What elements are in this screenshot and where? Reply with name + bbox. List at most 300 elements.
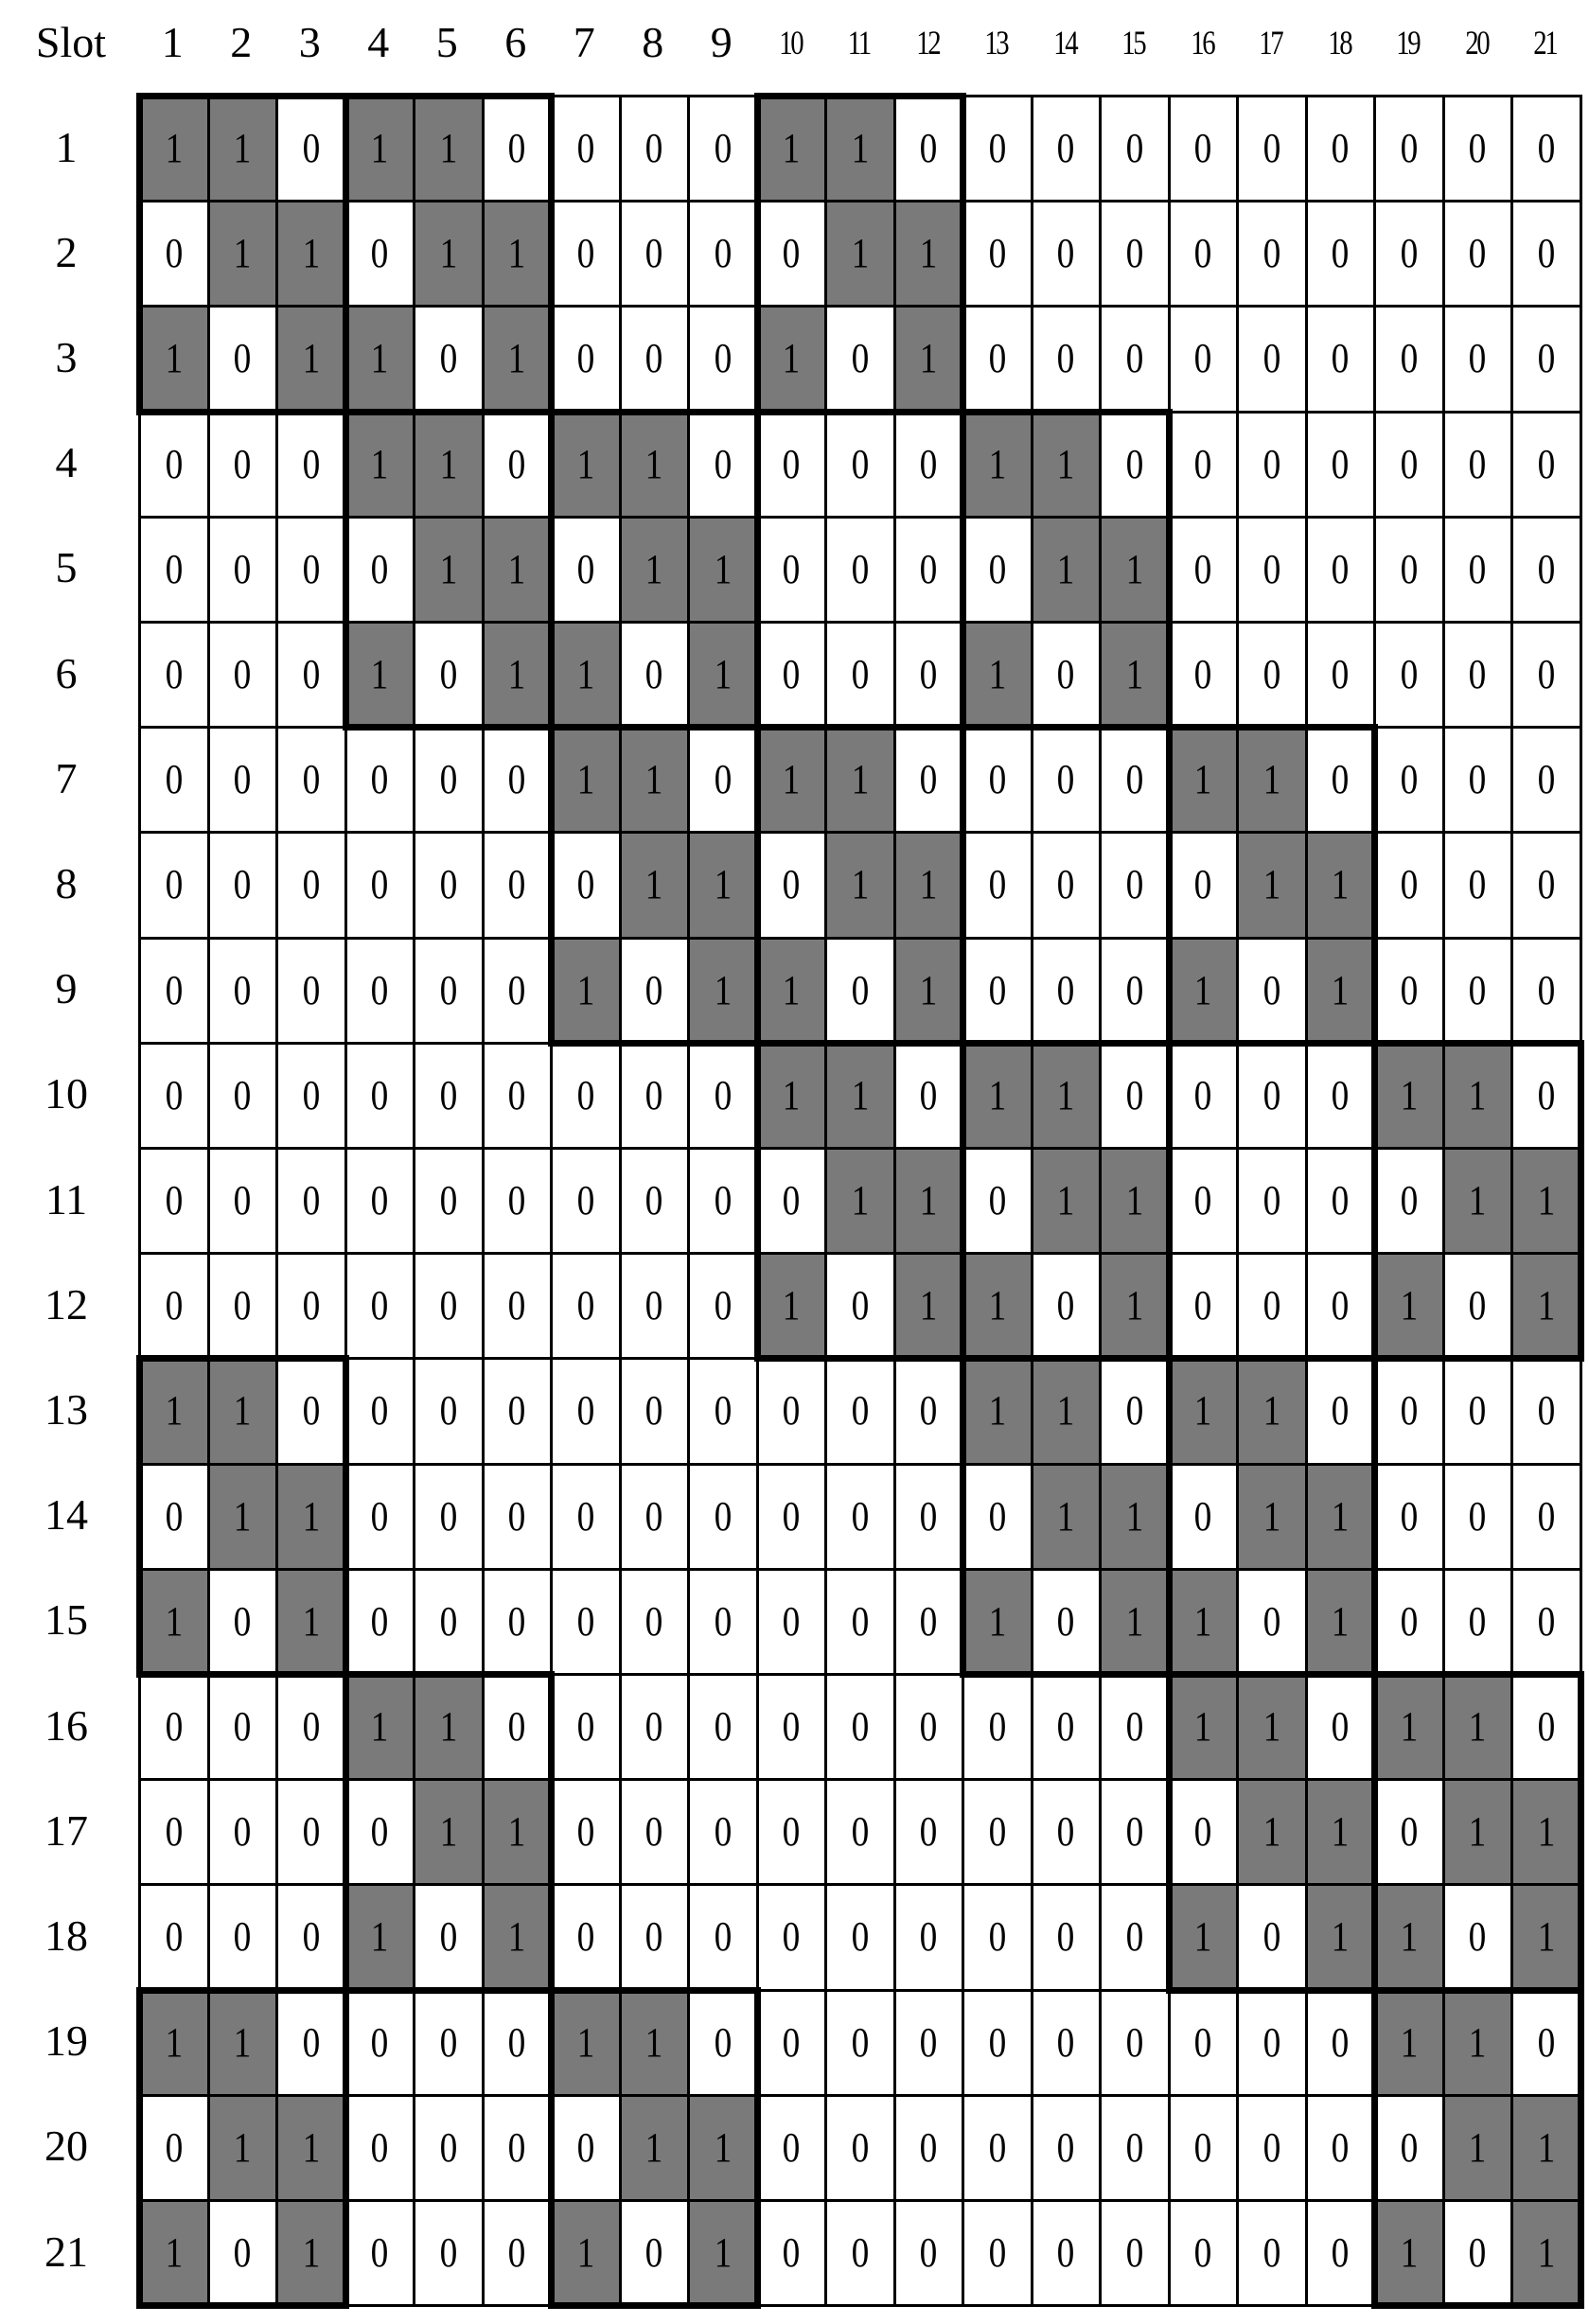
matrix-cell — [413, 1568, 485, 1676]
matrix-cell — [1305, 831, 1377, 939]
row-header: 6 — [55, 648, 78, 697]
matrix-cell — [962, 621, 1033, 729]
matrix-cell — [1442, 1778, 1514, 1886]
matrix-cell — [138, 1989, 210, 2097]
cell-value: 0 — [370, 1492, 389, 1540]
matrix-cell — [344, 1357, 416, 1465]
matrix-cell — [893, 1989, 965, 2097]
matrix-cell — [138, 1568, 210, 1676]
matrix-cell — [550, 516, 622, 624]
matrix-cell — [962, 2199, 1033, 2307]
cell-value: 1 — [1400, 1282, 1419, 1329]
matrix-cell — [1236, 1357, 1308, 1465]
cell-value: 0 — [1056, 651, 1075, 698]
matrix-cell — [1236, 937, 1308, 1045]
matrix-cell — [619, 1673, 691, 1781]
matrix-cell — [962, 831, 1033, 939]
matrix-cell — [1510, 1463, 1582, 1571]
matrix-cell — [138, 1673, 210, 1781]
cell-value: 0 — [644, 125, 663, 172]
cell-value: 0 — [233, 2229, 252, 2277]
matrix-cell — [962, 726, 1033, 834]
cell-value: 0 — [1400, 230, 1419, 277]
cell-value: 0 — [1331, 230, 1350, 277]
matrix-cell — [482, 1883, 554, 1991]
matrix-cell — [207, 95, 279, 202]
matrix-cell — [1305, 1147, 1377, 1255]
matrix-cell — [1168, 1568, 1240, 1676]
cell-value: 0 — [1331, 1282, 1350, 1329]
cell-value: 0 — [507, 1387, 526, 1435]
matrix-cell — [756, 1778, 828, 1886]
matrix-cell — [207, 516, 279, 624]
cell-value: 1 — [1468, 1703, 1487, 1751]
cell-value: 1 — [1125, 1282, 1144, 1329]
column-header: 6 — [504, 18, 527, 66]
cell-value: 0 — [1400, 2123, 1419, 2171]
cell-value: 0 — [1125, 335, 1144, 382]
cell-value: 1 — [1537, 1282, 1556, 1329]
matrix-cell — [687, 1357, 759, 1465]
column-header: 14 — [1052, 24, 1076, 62]
matrix-cell — [275, 95, 347, 202]
cell-value: 0 — [1400, 1808, 1419, 1856]
matrix-cell — [619, 831, 691, 939]
matrix-cell — [756, 95, 828, 202]
cell-value: 0 — [1125, 1387, 1144, 1435]
corner-label: Slot — [35, 18, 107, 66]
cell-value: 0 — [644, 2229, 663, 2277]
cell-value: 0 — [1400, 1177, 1419, 1224]
matrix-cell — [413, 937, 485, 1045]
cell-value: 0 — [1468, 545, 1487, 592]
matrix-cell — [1236, 1042, 1308, 1150]
matrix-cell — [1099, 200, 1171, 308]
matrix-cell — [756, 1252, 828, 1360]
matrix-cell — [1168, 1042, 1240, 1150]
cell-value: 0 — [1193, 2123, 1212, 2171]
cell-value: 0 — [1056, 861, 1075, 908]
cell-value: 1 — [782, 125, 801, 172]
cell-value: 0 — [714, 1597, 733, 1645]
matrix-cell — [1305, 726, 1377, 834]
matrix-cell — [138, 937, 210, 1045]
column-header: 18 — [1327, 24, 1351, 62]
cell-value: 0 — [507, 1492, 526, 1540]
cell-value: 1 — [1262, 1808, 1281, 1856]
matrix-cell — [1031, 2094, 1103, 2202]
cell-value: 0 — [1468, 756, 1487, 803]
cell-value: 1 — [782, 1282, 801, 1329]
matrix-cell — [138, 1463, 210, 1571]
matrix-cell — [1031, 1989, 1103, 2097]
cell-value: 0 — [851, 2123, 870, 2171]
matrix-cell — [1442, 1673, 1514, 1781]
matrix-cell — [1031, 516, 1103, 624]
cell-value: 0 — [233, 1177, 252, 1224]
cell-value: 1 — [233, 2018, 252, 2066]
column-header: 20 — [1464, 24, 1488, 62]
cell-value: 0 — [988, 2018, 1007, 2066]
matrix-cell — [413, 1357, 485, 1465]
cell-value: 0 — [851, 1913, 870, 1961]
matrix-cell — [1373, 1147, 1445, 1255]
cell-value: 0 — [1262, 230, 1281, 277]
matrix-cell — [482, 621, 554, 729]
matrix-cell — [550, 2094, 622, 2202]
cell-value: 0 — [1331, 2123, 1350, 2171]
cell-value: 0 — [1193, 1808, 1212, 1856]
cell-value: 0 — [714, 1492, 733, 1540]
cell-value: 0 — [1125, 125, 1144, 172]
cell-value: 0 — [714, 1282, 733, 1329]
cell-value: 0 — [1056, 335, 1075, 382]
column-header: 8 — [642, 18, 664, 66]
cell-value: 0 — [1056, 1282, 1075, 1329]
matrix-cell — [1168, 1989, 1240, 2097]
cell-value: 0 — [1468, 1282, 1487, 1329]
cell-value: 1 — [1468, 1177, 1487, 1224]
matrix-cell — [1168, 95, 1240, 202]
matrix-cell — [824, 726, 896, 834]
matrix-cell — [1373, 516, 1445, 624]
cell-value: 0 — [919, 125, 938, 172]
cell-value: 0 — [233, 966, 252, 1013]
matrix-cell — [1305, 1883, 1377, 1991]
matrix-cell — [1373, 621, 1445, 729]
matrix-cell — [619, 621, 691, 729]
cell-value: 0 — [165, 1913, 184, 1961]
matrix-cell — [413, 621, 485, 729]
cell-value: 0 — [644, 1387, 663, 1435]
matrix-cell — [1305, 1673, 1377, 1781]
cell-value: 1 — [919, 861, 938, 908]
matrix-cell — [1099, 1357, 1171, 1465]
matrix-cell — [1031, 1357, 1103, 1465]
matrix-cell — [275, 621, 347, 729]
matrix-cell — [1099, 726, 1171, 834]
cell-value: 0 — [439, 2018, 458, 2066]
matrix-cell — [1373, 1778, 1445, 1886]
cell-value: 1 — [1193, 1387, 1212, 1435]
matrix-cell — [1168, 726, 1240, 834]
matrix-cell — [962, 937, 1033, 1045]
matrix-cell — [550, 1883, 622, 1991]
matrix-cell — [962, 1778, 1033, 1886]
matrix-cell — [550, 1357, 622, 1465]
cell-value: 0 — [644, 1492, 663, 1540]
matrix-cell — [1305, 1989, 1377, 2097]
cell-value: 0 — [576, 2123, 595, 2171]
cell-value: 1 — [714, 2229, 733, 2277]
matrix-cell — [687, 937, 759, 1045]
cell-value: 0 — [1400, 756, 1419, 803]
matrix-cell — [1442, 200, 1514, 308]
matrix-cell — [1373, 1883, 1445, 1991]
cell-value: 0 — [370, 230, 389, 277]
cell-value: 0 — [165, 1703, 184, 1751]
cell-value: 0 — [1331, 1387, 1350, 1435]
matrix-cell — [893, 1463, 965, 1571]
matrix-cell — [275, 516, 347, 624]
matrix-cell — [1099, 516, 1171, 624]
matrix-cell — [550, 411, 622, 519]
cell-value: 0 — [302, 2018, 321, 2066]
cell-value: 1 — [1468, 2018, 1487, 2066]
matrix-cell — [687, 200, 759, 308]
matrix-cell — [1168, 1463, 1240, 1571]
matrix-cell — [962, 1147, 1033, 1255]
matrix-cell — [619, 1568, 691, 1676]
cell-value: 0 — [302, 861, 321, 908]
matrix-cell — [962, 411, 1033, 519]
cell-value: 0 — [1193, 2018, 1212, 2066]
cell-value: 1 — [644, 2018, 663, 2066]
matrix-cell — [482, 95, 554, 202]
cell-value: 0 — [1193, 335, 1212, 382]
cell-value: 0 — [1468, 335, 1487, 382]
cell-value: 0 — [714, 2018, 733, 2066]
matrix-cell — [619, 516, 691, 624]
cell-value: 0 — [302, 1282, 321, 1329]
matrix-cell — [1031, 95, 1103, 202]
cell-value: 0 — [1056, 2123, 1075, 2171]
cell-value: 0 — [1400, 335, 1419, 382]
cell-value: 1 — [1193, 1597, 1212, 1645]
matrix-cell — [1510, 726, 1582, 834]
cell-value: 0 — [576, 230, 595, 277]
matrix-cell — [687, 1252, 759, 1360]
cell-value: 1 — [714, 861, 733, 908]
matrix-cell — [413, 1252, 485, 1360]
matrix-cell — [1373, 1568, 1445, 1676]
matrix-cell — [1236, 1989, 1308, 2097]
cell-value: 1 — [714, 545, 733, 592]
cell-value: 0 — [1537, 230, 1556, 277]
cell-value: 0 — [439, 1597, 458, 1645]
cell-value: 0 — [1468, 861, 1487, 908]
matrix-cell — [207, 1778, 279, 1886]
cell-value: 0 — [714, 1387, 733, 1435]
matrix-cell — [824, 411, 896, 519]
matrix-cell — [482, 1463, 554, 1571]
cell-value: 0 — [302, 1703, 321, 1751]
cell-value: 0 — [302, 966, 321, 1013]
cell-value: 0 — [302, 651, 321, 698]
matrix-cell — [619, 95, 691, 202]
matrix-cell — [687, 831, 759, 939]
matrix-cell — [619, 1357, 691, 1465]
matrix-cell — [1305, 1042, 1377, 1150]
matrix-cell — [138, 305, 210, 413]
matrix-cell — [824, 1883, 896, 1991]
matrix-cell — [1236, 831, 1308, 939]
matrix-cell — [756, 2199, 828, 2307]
cell-value: 1 — [507, 335, 526, 382]
matrix-cell — [207, 1989, 279, 2097]
matrix-cell — [1510, 937, 1582, 1045]
matrix-cell — [1442, 305, 1514, 413]
cell-value: 1 — [919, 1282, 938, 1329]
matrix-cell — [756, 2094, 828, 2202]
cell-value: 0 — [714, 1913, 733, 1961]
matrix-cell — [1305, 1252, 1377, 1360]
cell-value: 1 — [576, 651, 595, 698]
matrix-cell — [1442, 621, 1514, 729]
cell-value: 0 — [439, 1071, 458, 1118]
matrix-cell — [207, 621, 279, 729]
cell-value: 0 — [302, 440, 321, 487]
cell-value: 0 — [507, 1703, 526, 1751]
matrix-cell — [1031, 2199, 1103, 2307]
matrix-cell — [1236, 305, 1308, 413]
matrix-cell — [207, 1147, 279, 1255]
cell-value: 0 — [507, 440, 526, 487]
matrix-cell — [1236, 1568, 1308, 1676]
cell-value: 1 — [1193, 756, 1212, 803]
matrix-cell — [756, 831, 828, 939]
matrix-cell — [1442, 2094, 1514, 2202]
matrix-cell — [482, 200, 554, 308]
matrix-cell — [1510, 1673, 1582, 1781]
cell-value: 1 — [1331, 1808, 1350, 1856]
matrix-cell — [1510, 516, 1582, 624]
matrix-cell — [550, 621, 622, 729]
matrix-cell — [275, 1252, 347, 1360]
matrix-cell — [138, 831, 210, 939]
matrix-cell — [962, 516, 1033, 624]
column-header: 21 — [1533, 24, 1557, 62]
matrix-cell — [962, 1357, 1033, 1465]
cell-value: 0 — [507, 1071, 526, 1118]
matrix-cell — [1236, 1673, 1308, 1781]
matrix-cell — [207, 831, 279, 939]
matrix-cell — [482, 726, 554, 834]
matrix-cell — [207, 1042, 279, 1150]
cell-value: 1 — [851, 125, 870, 172]
matrix-cell — [413, 200, 485, 308]
cell-value: 0 — [1262, 1597, 1281, 1645]
matrix-cell — [1236, 1463, 1308, 1571]
matrix-cell — [824, 1673, 896, 1781]
column-header: 17 — [1259, 24, 1282, 62]
cell-value: 0 — [919, 651, 938, 698]
matrix-cell — [1373, 305, 1445, 413]
cell-value: 0 — [233, 1282, 252, 1329]
matrix-cell — [482, 1989, 554, 2097]
matrix-cell — [138, 2199, 210, 2307]
cell-value: 0 — [1400, 1492, 1419, 1540]
matrix-cell — [1510, 2094, 1582, 2202]
cell-value: 1 — [302, 2123, 321, 2171]
matrix-cell — [207, 1463, 279, 1571]
cell-value: 0 — [988, 335, 1007, 382]
cell-value: 0 — [370, 861, 389, 908]
cell-value: 0 — [919, 1597, 938, 1645]
cell-value: 0 — [1537, 966, 1556, 1013]
matrix-cell — [893, 95, 965, 202]
matrix-cell — [1099, 937, 1171, 1045]
matrix-cell — [550, 726, 622, 834]
cell-value: 0 — [1056, 756, 1075, 803]
row-header: 4 — [55, 438, 78, 487]
cell-value: 0 — [919, 2229, 938, 2277]
matrix-cell — [1510, 831, 1582, 939]
matrix-cell — [275, 1568, 347, 1676]
matrix-cell — [482, 411, 554, 519]
matrix-cell — [687, 1673, 759, 1781]
cell-value: 0 — [782, 1387, 801, 1435]
cell-value: 0 — [782, 2229, 801, 2277]
cell-value: 0 — [851, 651, 870, 698]
cell-value: 0 — [233, 651, 252, 698]
matrix-cell — [1373, 411, 1445, 519]
cell-value: 0 — [644, 230, 663, 277]
row-header: 17 — [44, 1805, 88, 1855]
matrix-cell — [893, 726, 965, 834]
matrix-cell — [138, 621, 210, 729]
cell-value: 1 — [1400, 1913, 1419, 1961]
cell-value: 0 — [165, 2123, 184, 2171]
matrix-cell — [1031, 1883, 1103, 1991]
cell-value: 0 — [507, 861, 526, 908]
cell-value: 1 — [1468, 1808, 1487, 1856]
matrix-cell — [1305, 516, 1377, 624]
matrix-cell — [482, 937, 554, 1045]
cell-value: 1 — [302, 230, 321, 277]
matrix-cell — [275, 1357, 347, 1465]
matrix-cell — [687, 1463, 759, 1571]
cell-value: 0 — [988, 125, 1007, 172]
cell-value: 0 — [370, 545, 389, 592]
matrix-cell — [1305, 1463, 1377, 1571]
matrix-cell — [138, 200, 210, 308]
matrix-cell — [619, 1147, 691, 1255]
cell-value: 0 — [919, 1492, 938, 1540]
matrix-cell — [138, 726, 210, 834]
matrix-cell — [962, 305, 1033, 413]
cell-value: 0 — [576, 861, 595, 908]
cell-value: 0 — [233, 1808, 252, 1856]
cell-value: 0 — [988, 966, 1007, 1013]
matrix-cell — [619, 200, 691, 308]
matrix-cell — [275, 937, 347, 1045]
matrix-cell — [344, 621, 416, 729]
matrix-cell — [1442, 2199, 1514, 2307]
column-header: 10 — [778, 24, 802, 62]
column-header: 1 — [161, 18, 184, 66]
matrix-cell — [1099, 1673, 1171, 1781]
row-header: 20 — [44, 2122, 88, 2171]
matrix-cell — [756, 305, 828, 413]
cell-value: 0 — [1400, 1387, 1419, 1435]
matrix-cell — [138, 95, 210, 202]
cell-value: 1 — [714, 966, 733, 1013]
matrix-cell — [413, 1778, 485, 1886]
cell-value: 0 — [576, 1492, 595, 1540]
matrix-cell — [687, 2199, 759, 2307]
matrix-cell — [1168, 2094, 1240, 2202]
cell-value: 0 — [165, 1808, 184, 1856]
cell-value: 1 — [233, 1387, 252, 1435]
cell-value: 0 — [644, 966, 663, 1013]
matrix-cell — [687, 1883, 759, 1991]
matrix-cell — [344, 2094, 416, 2202]
matrix-cell — [1305, 305, 1377, 413]
matrix-cell — [687, 621, 759, 729]
cell-value: 0 — [714, 440, 733, 487]
cell-value: 0 — [851, 440, 870, 487]
